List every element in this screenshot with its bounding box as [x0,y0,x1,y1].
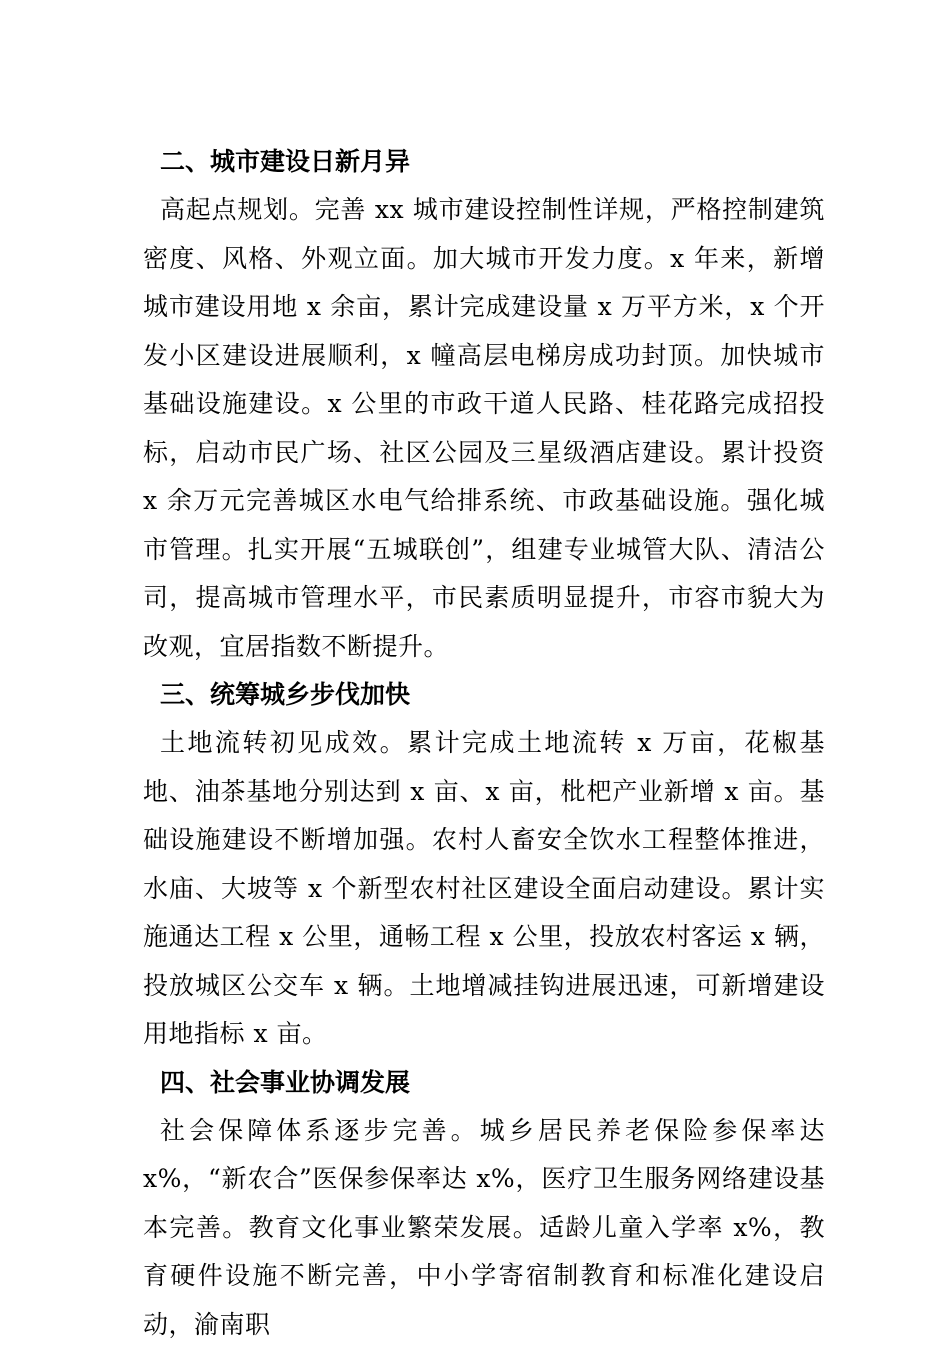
section-heading-urban-construction: 二、城市建设日新月异 [143,138,825,186]
section-heading-social-affairs: 四、社会事业协调发展 [143,1059,825,1107]
section-paragraph-social-affairs: 社会保障体系逐步完善。城乡居民养老保险参保率达 x%，“新农合”医保参保率达 x%，医疗卫生服务网络建设基本完善。教育文化事业繁荣发展。适龄儿童入学率 x%，教育硬件设施不断完善，中小学寄宿制教育和标准化建设启动，渝南职 [143,1107,825,1349]
document-page [143,138,825,1349]
section-paragraph-urban-rural: 土地流转初见成效。累计完成土地流转 x 万亩，花椒基地、油茶基地分别达到 x 亩、x 亩，枇杷产业新增 x 亩。基础设施建设不断增加强。农村人畜安全饮水工程整体推进，水庙、大坡等 x 个新型农村社区建设全面启动建设。累计实施通达工程 x 公里，通畅工程 x 公里，投放农村客运 x 辆，投放城区公交车 x 辆。土地增减挂钩进展迅速，可新增建设用地指标 x 亩。 [143,719,825,1059]
section-heading-urban-rural: 三、统筹城乡步伐加快 [143,671,825,719]
section-paragraph-urban-construction: 高起点规划。完善 xx 城市建设控制性详规，严格控制建筑密度、风格、外观立面。加大城市开发力度。x 年来，新增城市建设用地 x 余亩，累计完成建设量 x 万平方米，x 个开发小区建设进展顺利，x 幢高层电梯房成功封顶。加快城市基础设施建设。x 公里的市政干道人民路、桂花路完成招投标，启动市民广场、社区公园及三星级酒店建设。累计投资 x 余万元完善城区水电气给排系统、市政基础设施。强化城市管理。扎实开展“五城联创”，组建专业城管大队、清洁公司，提高城市管理水平，市民素质明显提升，市容市貌大为改观，宜居指数不断提升。 [143,186,825,671]
